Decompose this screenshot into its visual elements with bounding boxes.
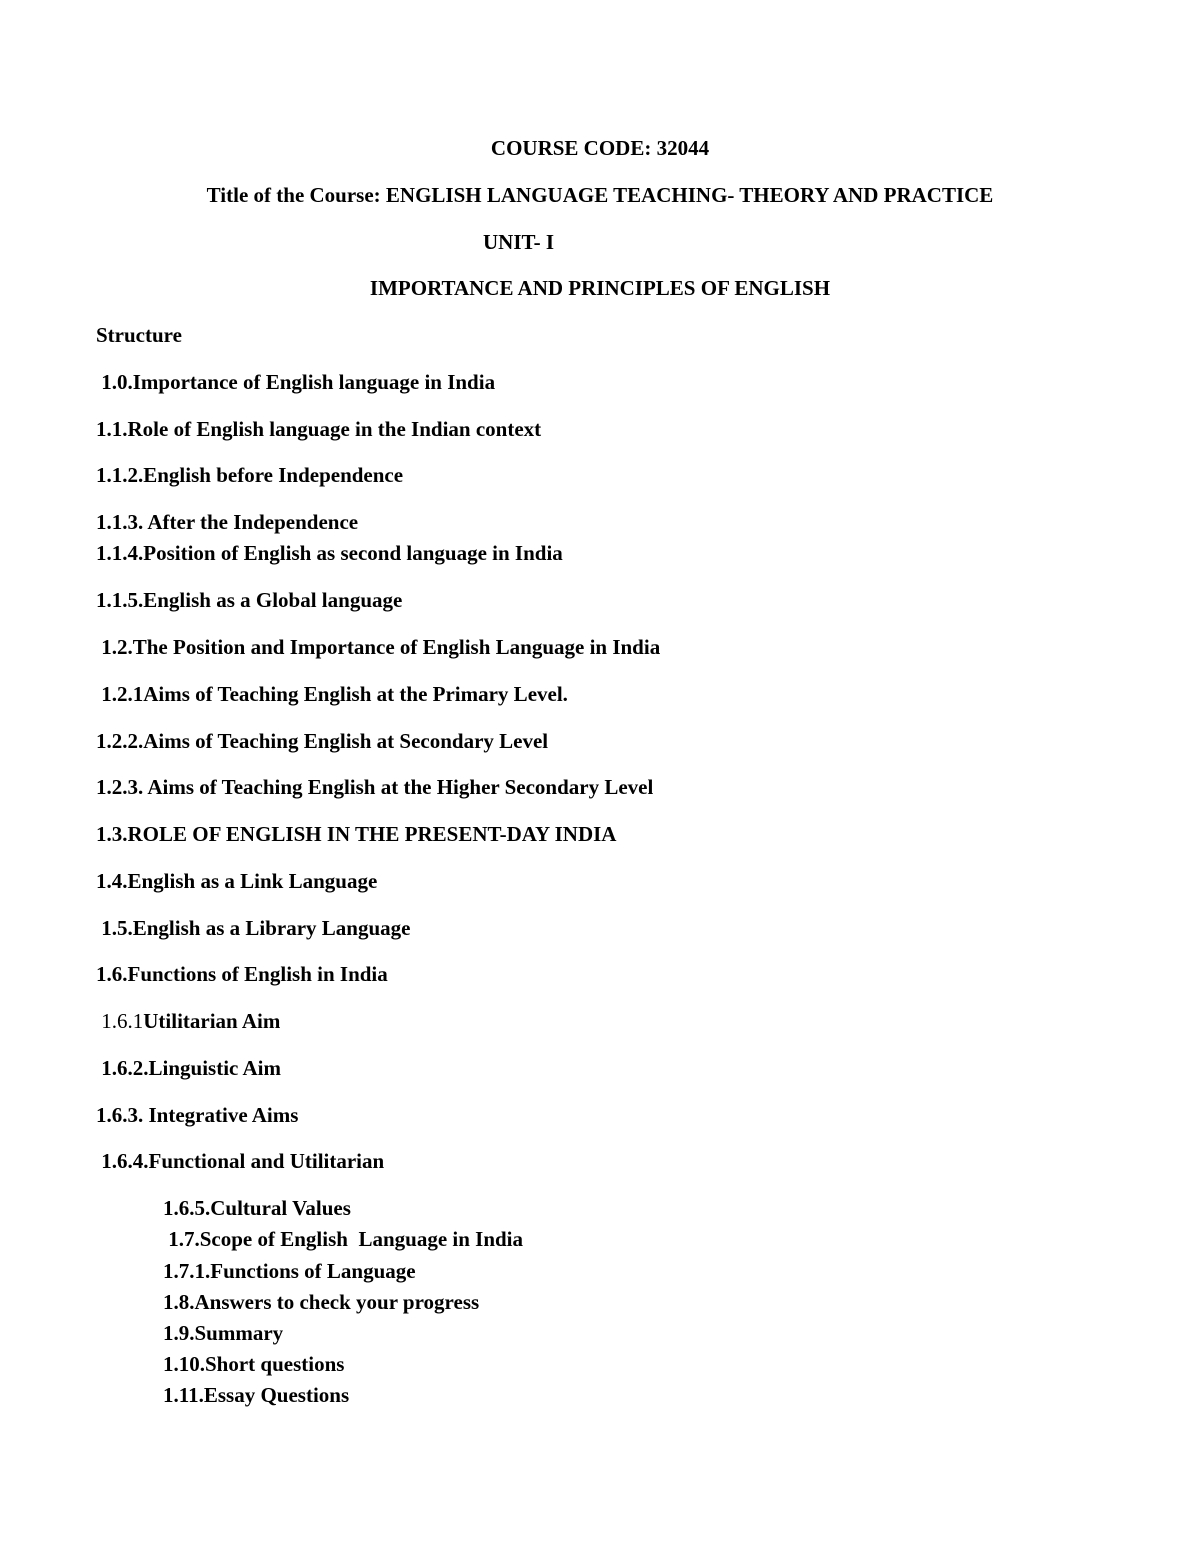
toc-item-1-2: 1.2.The Position and Importance of English Language in India (96, 635, 661, 659)
unit-title: IMPORTANCE AND PRINCIPLES OF ENGLISH (369, 276, 831, 300)
toc-item-1-6-1-number: 1.6.1 (96, 1009, 144, 1033)
toc-item-1-6-2: 1.6.2.Linguistic Aim (96, 1056, 281, 1080)
course-title: Title of the Course: ENGLISH LANGUAGE TEACHING- THEORY AND PRACTICE (206, 183, 994, 207)
toc-item-1-1-4: 1.1.4.Position of English as second language in India (96, 541, 563, 565)
toc-item-1-4: 1.4.English as a Link Language (96, 869, 378, 893)
toc-item-1-5: 1.5.English as a Library Language (96, 916, 411, 940)
unit-label: UNIT- I (483, 230, 554, 254)
toc-item-1-2-2: 1.2.2.Aims of Teaching English at Secondary Level (96, 729, 549, 753)
toc-item-1-6: 1.6.Functions of English in India (96, 962, 388, 986)
toc-item-1-1-5: 1.1.5.English as a Global language (96, 588, 403, 612)
course-code: COURSE CODE: 32044 (490, 136, 710, 160)
toc-item-1-7-1: 1.7.1.Functions of Language (163, 1259, 416, 1283)
toc-item-1-1-3: 1.1.3. After the Independence (96, 510, 359, 534)
toc-item-1-7: 1.7.Scope of English Language in India (163, 1227, 524, 1251)
toc-item-1-11: 1.11.Essay Questions (163, 1383, 350, 1407)
toc-item-1-1-2: 1.1.2.English before Independence (96, 463, 404, 487)
toc-item-1-9: 1.9.Summary (163, 1321, 284, 1345)
toc-item-1-0: 1.0.Importance of English language in India (96, 370, 496, 394)
toc-item-1-2-1: 1.2.1Aims of Teaching English at the Primary Level. (96, 682, 568, 706)
toc-item-1-10: 1.10.Short questions (163, 1352, 345, 1376)
toc-item-1-3: 1.3.ROLE OF ENGLISH IN THE PRESENT-DAY INDIA (96, 822, 617, 846)
toc-item-1-6-1 (96, 1011, 280, 1032)
toc-item-1-6-4: 1.6.4.Functional and Utilitarian (96, 1149, 385, 1173)
toc-item-1-6-1-label: Utilitarian Aim (143, 1009, 281, 1033)
toc-item-1-2-3: 1.2.3. Aims of Teaching English at the Higher Secondary Level (96, 775, 654, 799)
toc-item-1-6-3: 1.6.3. Integrative Aims (96, 1103, 299, 1127)
toc-item-1-6-5: 1.6.5.Cultural Values (163, 1196, 351, 1220)
toc-item-1-1: 1.1.Role of English language in the Indian context (96, 417, 542, 441)
structure-heading: Structure (96, 323, 182, 347)
toc-item-1-8: 1.8.Answers to check your progress (163, 1290, 480, 1314)
